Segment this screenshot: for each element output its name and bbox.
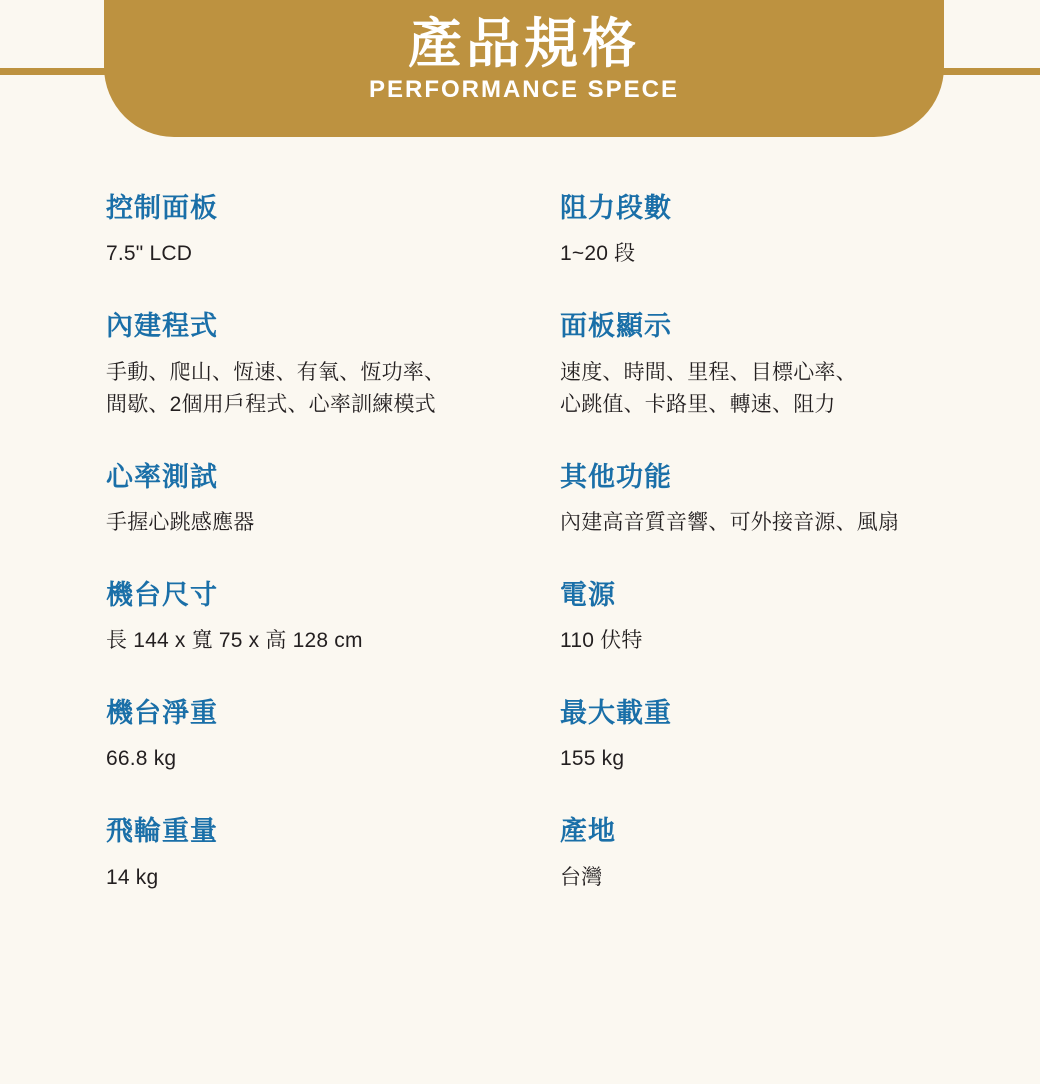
page-title: 產品規格 — [408, 14, 640, 74]
page-header — [0, 0, 1040, 140]
header-banner — [104, 0, 944, 137]
spec-item-value — [560, 238, 944, 270]
spec-item-value-line: 長 144 x 寬 75 x 高 128 cm — [106, 629, 363, 653]
spec-item-label: 產地 — [560, 816, 616, 847]
spec-item-value — [560, 743, 944, 775]
spec-item-label: 機台淨重 — [106, 698, 218, 729]
spec-item-label: 阻力段數 — [560, 193, 672, 223]
spec-item-label: 內建程式 — [106, 311, 218, 342]
spec-item — [560, 461, 944, 579]
specification-table — [0, 192, 1040, 934]
spec-item — [106, 579, 560, 697]
spec-item — [560, 815, 944, 933]
spec-item-value-line: 7.5" LCD — [106, 242, 193, 266]
spec-item-value-line: 155 kg — [560, 747, 625, 771]
spec-item-label: 飛輪重量 — [106, 816, 218, 847]
spec-item-label: 其他功能 — [560, 461, 672, 492]
spec-item — [560, 579, 944, 697]
spec-item-value-line: 手動、爬山、恆速、有氧、恆功率、 — [106, 360, 446, 384]
spec-item — [560, 310, 944, 460]
spec-item-label: 最大載重 — [560, 698, 672, 729]
page-subtitle: PERFORMANCE SPECE — [368, 76, 680, 104]
spec-item-label: 心率測試 — [106, 461, 218, 492]
spec-item — [106, 697, 560, 815]
spec-item-value-line: 110 伏特 — [560, 629, 643, 653]
spec-item — [560, 697, 944, 815]
spec-item-value — [560, 625, 944, 657]
spec-item-value-line: 1~20 段 — [560, 242, 636, 266]
spec-item — [106, 815, 560, 933]
spec-item-value-line: 速度、時間、里程、目標心率、 — [560, 360, 857, 384]
spec-item-value — [106, 507, 560, 539]
spec-item-label: 面板顯示 — [560, 311, 672, 342]
spec-item-value — [106, 743, 560, 775]
spec-item-value — [560, 357, 944, 421]
spec-item — [106, 192, 560, 310]
spec-item-label: 控制面板 — [106, 193, 218, 223]
spec-item-label: 機台尺寸 — [106, 579, 218, 610]
spec-item-value-line: 14 kg — [106, 865, 159, 889]
spec-item-value — [106, 625, 560, 657]
spec-item-value — [106, 238, 560, 270]
spec-item-value-line: 內建高音質音響、可外接音源、風扇 — [560, 510, 900, 534]
spec-item-value-line: 心跳值、卡路里、轉速、阻力 — [560, 392, 836, 416]
spec-item-label: 電源 — [560, 579, 616, 610]
spec-item-value-line: 間歇、2個用戶程式、心率訓練模式 — [106, 392, 436, 416]
spec-item — [560, 192, 944, 310]
spec-item-value — [106, 357, 560, 421]
spec-item-value-line: 台灣 — [560, 865, 603, 889]
spec-item-value — [560, 507, 944, 539]
spec-item-value — [106, 862, 560, 894]
spec-item-value — [560, 862, 944, 894]
spec-item — [106, 310, 560, 460]
spec-item-value-line: 手握心跳感應器 — [106, 510, 255, 534]
spec-item-value-line: 66.8 kg — [106, 747, 177, 771]
spec-item — [106, 461, 560, 579]
